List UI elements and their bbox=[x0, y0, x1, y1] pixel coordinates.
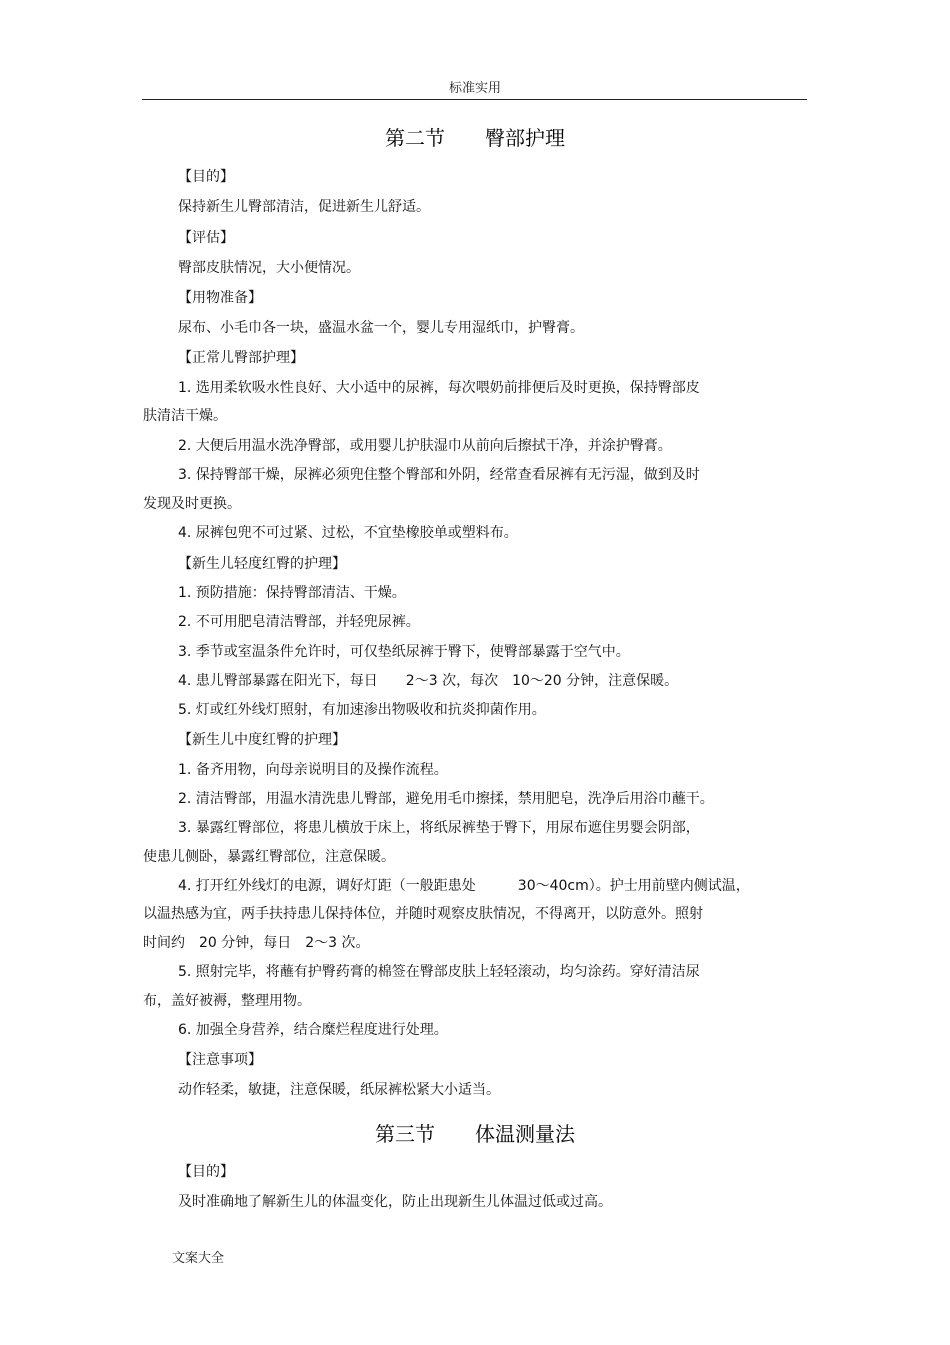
supplies-text: 尿布、小毛巾各一块，盛温水盆一个，婴儿专用湿纸巾，护臀膏。 bbox=[178, 320, 584, 336]
moderate-redness-item: 1. 备齐用物，向母亲说明目的及操作流程。 bbox=[178, 762, 448, 778]
normal-care-item-continued: 发现及时更换。 bbox=[143, 496, 241, 512]
header-divider bbox=[142, 99, 807, 100]
section-title-temperature: 第三节 体温测量法 bbox=[375, 1122, 575, 1146]
moderate-redness-item-continued: 时间约 20 分钟，每日 2～3 次。 bbox=[143, 935, 370, 951]
normal-care-item-continued: 肤清洁干燥。 bbox=[143, 408, 227, 424]
normal-care-item: 2. 大便后用温水洗净臀部，或用婴儿护肤湿巾从前向后擦拭干净，并涂护臀膏。 bbox=[178, 438, 672, 454]
moderate-redness-item-continued: 使患儿侧卧，暴露红臀部位，注意保暖。 bbox=[143, 849, 395, 865]
mild-redness-item: 3. 季节或室温条件允许时，可仅垫纸尿裤于臀下，使臀部暴露于空气中。 bbox=[178, 644, 630, 660]
moderate-redness-item: 4. 打开红外线灯的电源，调好灯距（一般距患处 30～40cm）。护士用前壁内侧试温， bbox=[178, 878, 750, 894]
notes-text: 动作轻柔，敏捷，注意保暖，纸尿裤松紧大小适当。 bbox=[178, 1082, 500, 1098]
assessment-text: 臀部皮肤情况，大小便情况。 bbox=[178, 260, 360, 276]
notes-label: 【注意事项】 bbox=[178, 1052, 262, 1068]
normal-care-item: 3. 保持臀部干燥，尿裤必须兜住整个臀部和外阴，经常查看尿裤有无污湿，做到及时 bbox=[178, 467, 700, 483]
moderate-redness-item: 5. 照射完毕，将蘸有护臀药膏的棉签在臀部皮肤上轻轻滚动，均匀涂药。穿好清洁尿 bbox=[178, 964, 700, 980]
temperature-purpose-label: 【目的】 bbox=[178, 1164, 234, 1180]
normal-care-label: 【正常儿臀部护理】 bbox=[178, 350, 304, 366]
mild-redness-item: 4. 患儿臀部暴露在阳光下，每日 2～3 次，每次 10～20 分钟，注意保暖。 bbox=[178, 673, 679, 689]
mild-redness-item: 2. 不可用肥皂清洁臀部，并轻兜尿裤。 bbox=[178, 614, 420, 630]
mild-redness-item: 1. 预防措施：保持臀部清洁、干燥。 bbox=[178, 585, 406, 601]
moderate-redness-item: 2. 清洁臀部，用温水清洗患儿臀部，避免用毛巾擦揉，禁用肥皂，洗净后用浴巾蘸干。 bbox=[178, 791, 714, 807]
moderate-redness-item: 3. 暴露红臀部位，将患儿横放于床上，将纸尿裤垫于臀下，用尿布遮住男婴会阴部， bbox=[178, 820, 700, 836]
moderate-redness-label: 【新生儿中度红臀的护理】 bbox=[178, 732, 346, 748]
page-header: 标准实用 bbox=[448, 81, 501, 96]
moderate-redness-item-continued: 布，盖好被褥，整理用物。 bbox=[143, 993, 311, 1009]
temperature-purpose-text: 及时准确地了解新生儿的体温变化，防止出现新生儿体温过低或过高。 bbox=[178, 1194, 612, 1210]
normal-care-item: 1. 选用柔软吸水性良好、大小适中的尿裤，每次喂奶前排便后及时更换，保持臀部皮 bbox=[178, 380, 700, 396]
mild-redness-label: 【新生儿轻度红臀的护理】 bbox=[178, 556, 346, 572]
moderate-redness-item: 6. 加强全身营养，结合糜烂程度进行处理。 bbox=[178, 1022, 448, 1038]
normal-care-item: 4. 尿裤包兜不可过紧、过松，不宜垫橡胶单或塑料布。 bbox=[178, 525, 518, 541]
moderate-redness-item-continued: 以温热感为宜，两手扶持患儿保持体位，并随时观察皮肤情况，不得离开，以防意外。照射 bbox=[143, 906, 703, 922]
mild-redness-item: 5. 灯或红外线灯照射，有加速渗出物吸收和抗炎抑菌作用。 bbox=[178, 702, 546, 718]
assessment-label: 【评估】 bbox=[178, 230, 234, 246]
purpose-label: 【目的】 bbox=[178, 169, 234, 185]
supplies-label: 【用物准备】 bbox=[178, 290, 262, 306]
section-title-buttock-care: 第二节 臀部护理 bbox=[385, 126, 565, 150]
purpose-text: 保持新生儿臀部清洁，促进新生儿舒适。 bbox=[178, 199, 430, 215]
page-footer: 文案大全 bbox=[172, 1251, 225, 1266]
